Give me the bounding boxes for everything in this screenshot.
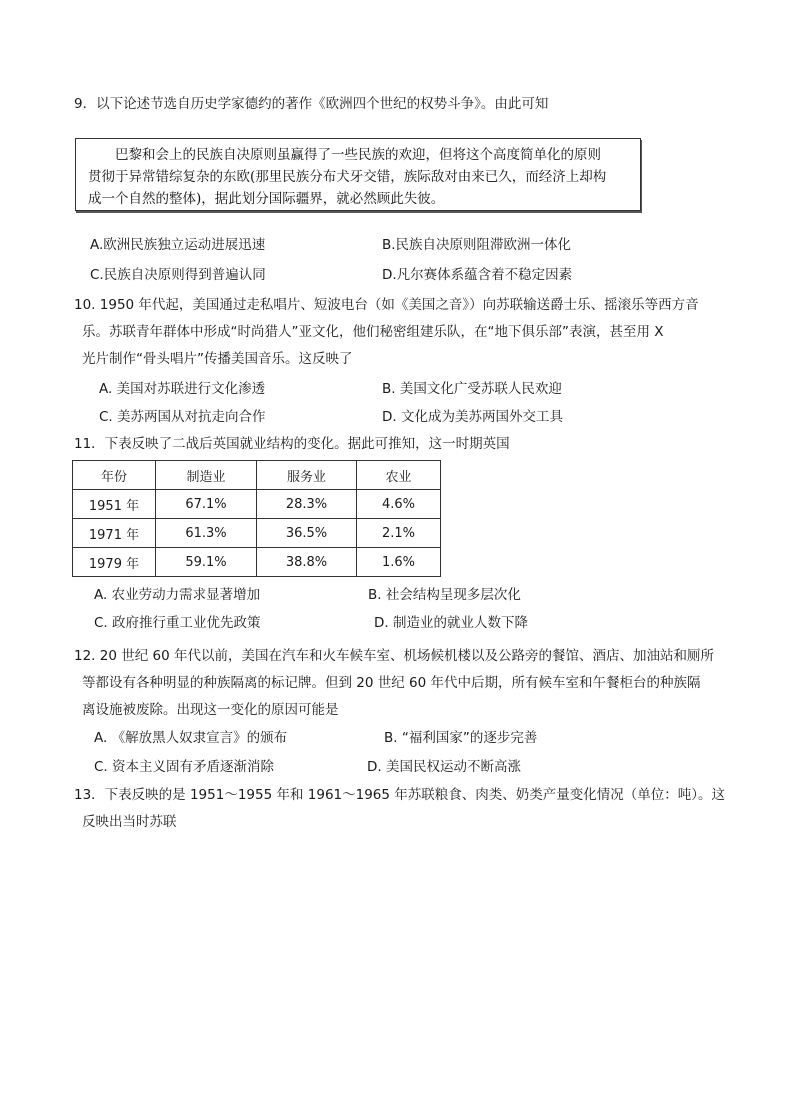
q9-option-a: A.欧洲民族独立运动进展迅速 — [90, 237, 266, 253]
q10-option-a: A. 美国对苏联进行文化渗透 — [99, 381, 266, 397]
q9-quote-line: 贯彻于异常错综复杂的东欧(那里民族分布犬牙交错，族际敌对由来已久，而经济上却构 — [88, 169, 607, 185]
q9-option-c: C.民族自决原则得到普遍认同 — [90, 267, 266, 283]
q11-option-b: B. 社会结构呈现多层次化 — [368, 587, 521, 603]
table-cell: 59.1% — [156, 548, 257, 577]
table-row — [73, 490, 441, 519]
q12-option-d: D. 美国民权运动不断高涨 — [367, 759, 521, 775]
q10-stem-line: 10. 1950 年代起，美国通过走私唱片、短波电台（如《美国之音》）向苏联输送爵士乐、摇滚乐等西方音 — [74, 297, 699, 313]
q9-option-d: D.凡尔赛体系蕴含着不稳定因素 — [382, 267, 573, 283]
table-row — [73, 519, 441, 548]
table-header-cell: 年份 — [73, 461, 156, 490]
q11-stem: 11．下表反映了二战后英国就业结构的变化。据此可推知，这一时期英国 — [74, 436, 510, 452]
table-header-cell: 服务业 — [257, 461, 357, 490]
q12-option-b: B. “福利国家”的逐步完善 — [384, 730, 538, 746]
table-cell: 61.3% — [156, 519, 257, 548]
table-cell: 67.1% — [156, 490, 257, 519]
q10-option-b: B. 美国文化广受苏联人民欢迎 — [382, 381, 562, 397]
table-cell: 2.1% — [357, 519, 441, 548]
table-header-row — [73, 461, 441, 490]
q11-option-a: A. 农业劳动力需求显著增加 — [94, 587, 261, 603]
q10-option-c: C. 美苏两国从对抗走向合作 — [99, 409, 266, 425]
q12-option-c: C. 资本主义固有矛盾逐渐消除 — [94, 759, 275, 775]
q12-stem-line: 离设施被废除。出现这一变化的原因可能是 — [82, 702, 339, 718]
table-header-cell: 农业 — [357, 461, 441, 490]
table-cell: 4.6% — [357, 490, 441, 519]
q9-quote-line: 成一个自然的整体)，据此划分国际疆界，就必然顾此失彼。 — [88, 191, 445, 207]
q13-stem-line: 反映出当时苏联 — [82, 814, 177, 830]
table-header-cell: 制造业 — [156, 461, 257, 490]
table-cell: 1979 年 — [73, 548, 156, 577]
q12-stem-line: 等都设有各种明显的种族隔离的标记牌。但到 20 世纪 60 年代中后期，所有候车室和午餐柜台的种族隔 — [82, 675, 701, 691]
table-cell: 1.6% — [357, 548, 441, 577]
q11-option-d: D. 制造业的就业人数下降 — [374, 615, 528, 631]
q12-option-a: A. 《解放黑人奴隶宣言》的颁布 — [94, 730, 288, 746]
q9-stem: 9．以下论述节选自历史学家德约的著作《欧洲四个世纪的权势斗争》。由此可知 — [74, 96, 549, 112]
q9-quote-line: 巴黎和会上的民族自决原则虽赢得了一些民族的欢迎，但将这个高度简单化的原则 — [115, 147, 601, 163]
table-cell: 1951 年 — [73, 490, 156, 519]
table-row — [73, 548, 441, 577]
q10-stem-line: 乐。苏联青年群体中形成“时尚猎人”亚文化，他们秘密组建乐队，在“地下俱乐部”表演，甚至用 X — [82, 324, 664, 340]
q12-stem-line: 12. 20 世纪 60 年代以前，美国在汽车和火车候车室、机场候机楼以及公路旁的餐馆、酒店、加油站和厕所 — [74, 648, 714, 664]
q9-quote-box — [75, 138, 641, 211]
table-cell: 1971 年 — [73, 519, 156, 548]
q10-option-d: D. 文化成为美苏两国外交工具 — [382, 409, 563, 425]
employment-table — [72, 460, 441, 577]
table-cell: 28.3% — [257, 490, 357, 519]
q13-stem-line: 13．下表反映的是 1951～1955 年和 1961～1965 年苏联粮食、肉类、奶类产量变化情况（单位：吨）。这 — [74, 787, 726, 803]
q9-option-b: B.民族自决原则阻滞欧洲一体化 — [382, 237, 572, 253]
q11-option-c: C. 政府推行重工业优先政策 — [94, 615, 261, 631]
table-cell: 38.8% — [257, 548, 357, 577]
table-cell: 36.5% — [257, 519, 357, 548]
q10-stem-line: 光片制作“骨头唱片”传播美国音乐。这反映了 — [82, 351, 353, 367]
